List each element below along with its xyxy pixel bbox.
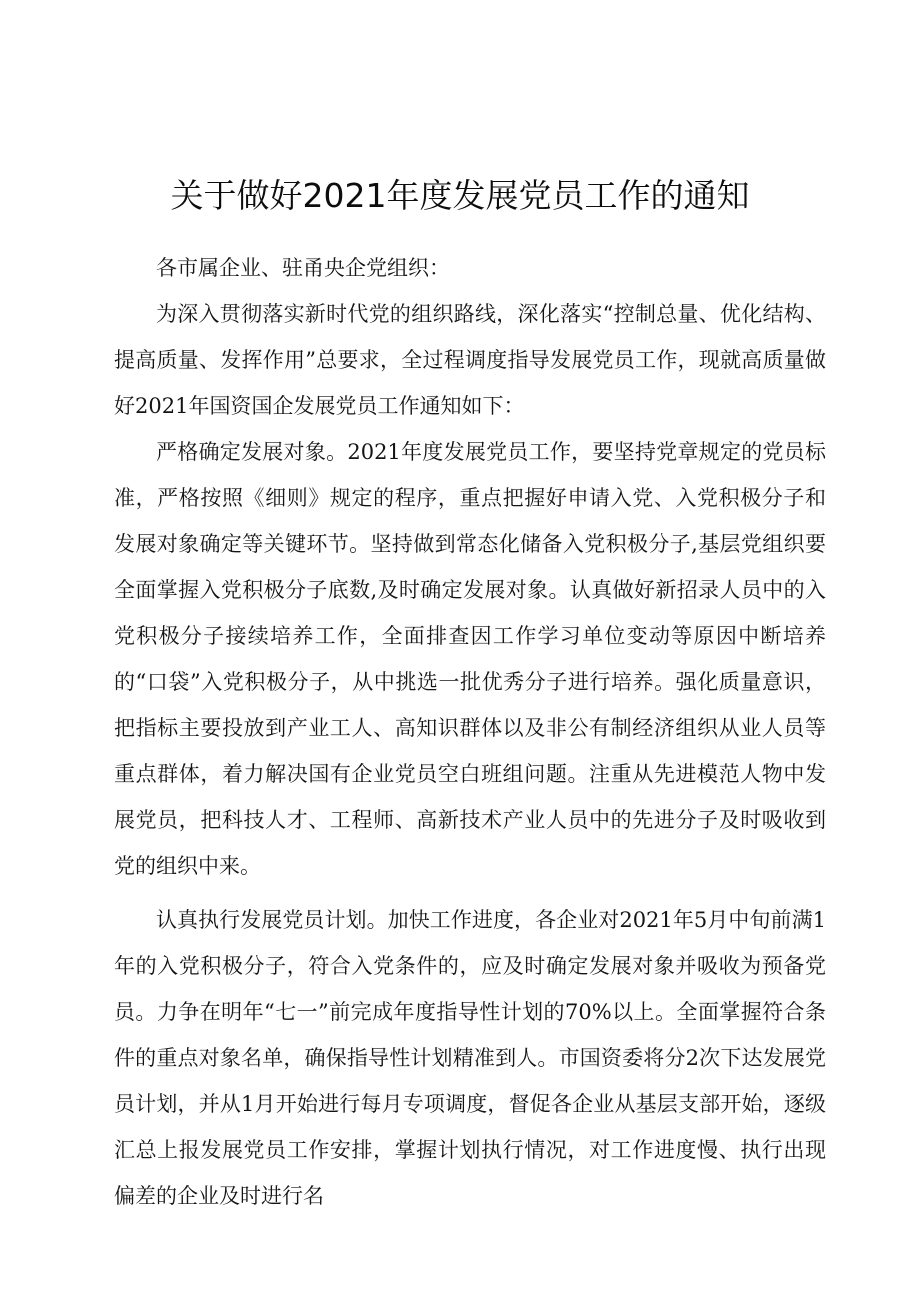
salutation: 各市属企业、驻甬央企党组织： <box>156 256 450 280</box>
paragraph-development-plan: 认真执行发展党员计划。加快工作进度，各企业对2021年5月中旬前满1年的入党积极分子，符合入党条件的，应及时确定发展对象并吸收为预备党员。力争在明年“七一”前完成年度指导性计划的70%以上。全面掌握符合条件的重点对象名单，确保指导性计划精准到人。市国资委将分2次下达发展党员计划，并从1月开始进行每月专项调度，督促各企业从基层支部开始，逐级汇总上报发展党员工作安排，掌握计划执行情况，对工作进度慢、执行出现偏差的企业及时进行名 <box>114 908 826 1208</box>
document-body <box>114 245 826 1219</box>
paragraph-intro: 为深入贯彻落实新时代党的组织路线，深化落实“控制总量、优化结构、提高质量、发挥作用”总要求，全过程调度指导发展党员工作，现就高质量做好2021年国资国企发展党员工作通知如下： <box>114 302 826 418</box>
document-title: 关于做好2021年度发展党员工作的通知 <box>170 176 750 215</box>
paragraph-development-targets: 严格确定发展对象。2021年度发展党员工作，要坚持党章规定的党员标准，严格按照《细则》规定的程序，重点把握好申请入党、入党积极分子和发展对象确定等关键环节。坚持做到常态化储备入党积极分子,基层党组织要全面掌握入党积极分子底数,及时确定发展对象。认真做好新招录人员中的入党积极分子接续培养工作，全面排查因工作学习单位变动等原因中断培养的“口袋”入党积极分子，从中挑选一批优秀分子进行培养。强化质量意识，把指标主要投放到产业工人、高知识群体以及非公有制经济组织从业人员等重点群体，着力解决国有企业党员空白班组问题。注重从先进模范人物中发展党员，把科技人才、工程师、高新技术产业人员中的先进分子及时吸收到党的组织中来。 <box>114 440 826 878</box>
